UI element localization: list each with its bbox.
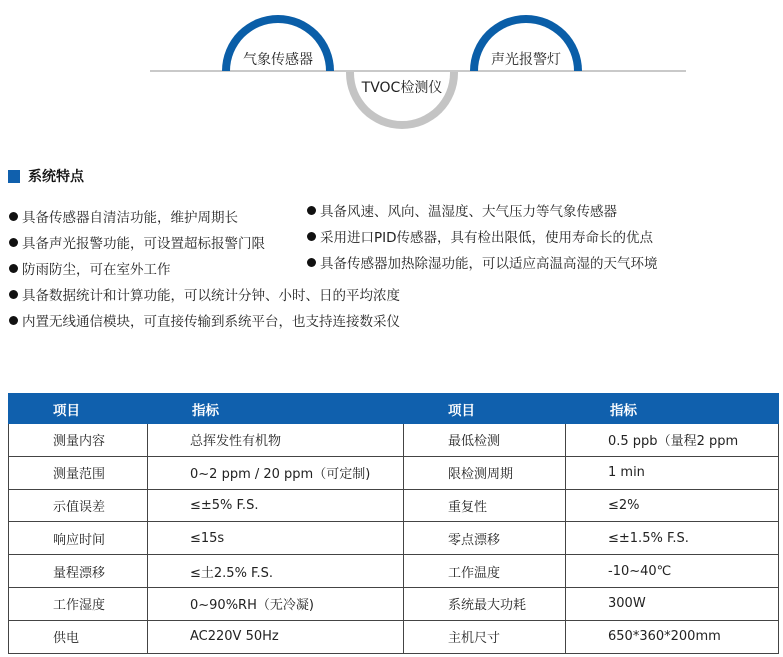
header-item: 项目 (404, 394, 566, 424)
node-label-weather-sensor: 气象传感器 (243, 52, 313, 68)
feature-text: 采用进口PID传感器，具有检出限低，使用寿命长的优点 (320, 230, 654, 246)
table-cell: ≤2% (566, 489, 779, 522)
table-cell: 最低检测 (404, 424, 566, 457)
bullet-icon (9, 264, 18, 273)
table-row (9, 555, 779, 588)
feature-item (9, 232, 265, 252)
table-cell: ≤±5% F.S. (148, 489, 404, 522)
table-cell: ≤土2.5% F.S. (148, 555, 404, 588)
table-row (9, 489, 779, 522)
feature-item (307, 252, 658, 272)
table-row (9, 587, 779, 620)
bullet-icon (307, 206, 316, 215)
table-cell: 1 min (566, 456, 779, 489)
feature-item (9, 258, 171, 278)
table-cell: 量程漂移 (9, 555, 148, 588)
header-spec: 指标 (566, 394, 779, 424)
section-title: 系统特点 (28, 169, 84, 185)
table-cell: 零点漂移 (404, 522, 566, 555)
header-item: 项目 (9, 394, 148, 424)
table-cell: 300W (566, 587, 779, 620)
bullet-icon (307, 258, 316, 267)
bullet-icon (307, 232, 316, 241)
table-cell: ≤±1.5% F.S. (566, 522, 779, 555)
table-cell: AC220V 50Hz (148, 620, 404, 653)
feature-item (307, 200, 617, 220)
table-cell: 主机尺寸 (404, 620, 566, 653)
table-cell: 0.5 ppb（量程2 ppm (566, 424, 779, 457)
table-cell: 限检测周期 (404, 456, 566, 489)
feature-item (9, 310, 400, 330)
bullet-icon (9, 290, 18, 299)
section-heading (8, 166, 84, 186)
node-label-alarm-light: 声光报警灯 (491, 52, 561, 68)
table-row (9, 456, 779, 489)
spec-table (8, 393, 779, 654)
table-cell: ≤15s (148, 522, 404, 555)
table-row (9, 522, 779, 555)
feature-item (9, 206, 238, 226)
table-row (9, 620, 779, 653)
table-cell: 示值误差 (9, 489, 148, 522)
table-cell: 供电 (9, 620, 148, 653)
header-spec: 指标 (148, 394, 404, 424)
node-label-tvoc-detector: TVOC检测仪 (361, 80, 443, 96)
table-cell: 工作湿度 (9, 587, 148, 620)
bullet-icon (9, 238, 18, 247)
feature-text: 内置无线通信模块，可直接传输到系统平台，也支持连接数采仪 (22, 314, 400, 330)
table-cell: 0~90%RH（无冷凝) (148, 587, 404, 620)
feature-text: 具备数据统计和计算功能，可以统计分钟、小时、日的平均浓度 (22, 288, 400, 304)
table-header-row (9, 394, 779, 424)
feature-text: 具备传感器加热除湿功能，可以适应高温高湿的天气环境 (320, 256, 658, 272)
table-cell: 测量范围 (9, 456, 148, 489)
table-cell: 系统最大功耗 (404, 587, 566, 620)
table-cell: 0~2 ppm / 20 ppm（可定制) (148, 456, 404, 489)
bullet-icon (9, 212, 18, 221)
table-cell: -10~40℃ (566, 555, 779, 588)
bullet-icon (9, 316, 18, 325)
device-diagram (0, 0, 783, 140)
table-cell: 工作温度 (404, 555, 566, 588)
table-cell: 总挥发性有机物 (148, 424, 404, 457)
feature-text: 具备风速、风向、温湿度、大气压力等气象传感器 (320, 204, 617, 220)
section-square-icon (8, 170, 20, 183)
feature-item (9, 284, 400, 304)
feature-text: 防雨防尘，可在室外工作 (22, 262, 171, 278)
table-row (9, 424, 779, 457)
feature-text: 具备声光报警功能，可设置超标报警门限 (22, 236, 265, 252)
feature-item (307, 226, 653, 246)
feature-text: 具备传感器自清洁功能，维护周期长 (22, 210, 238, 226)
table-cell: 650*360*200mm (566, 620, 779, 653)
table-cell: 响应时间 (9, 522, 148, 555)
table-cell: 重复性 (404, 489, 566, 522)
table-cell: 测量内容 (9, 424, 148, 457)
